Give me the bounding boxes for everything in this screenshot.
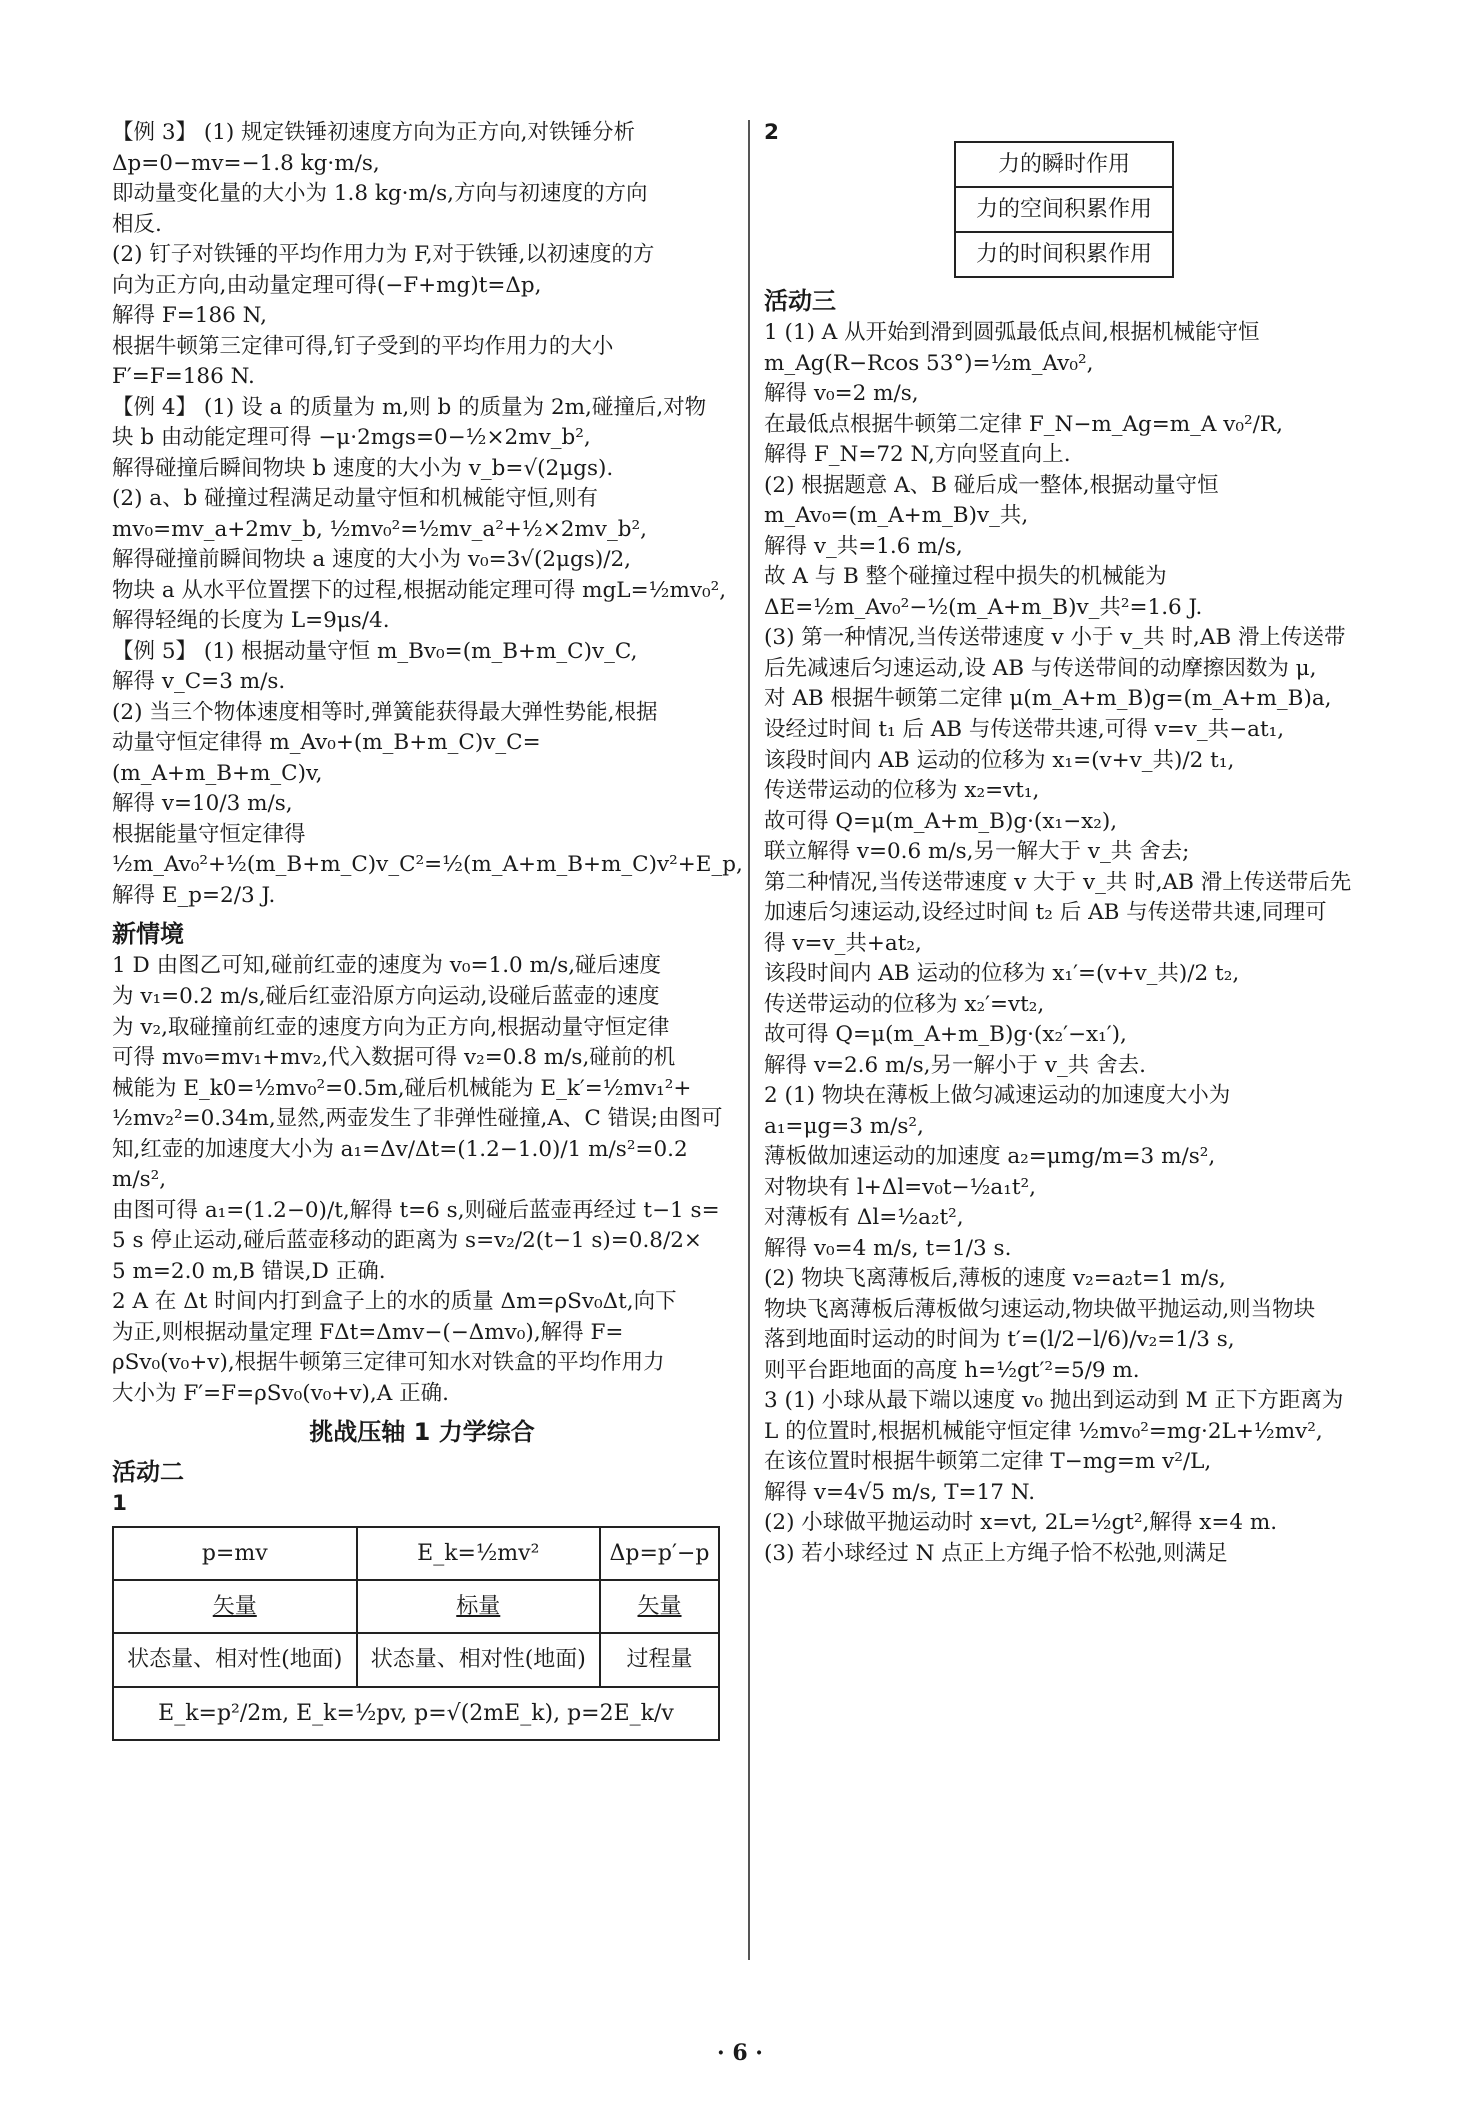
item-number: 2 xyxy=(764,120,779,145)
text-line: 为正,则根据动量定理 FΔt=Δmv−(−Δmv₀),解得 F= xyxy=(112,1319,624,1345)
text-line: 解得 F_N=72 N,方向竖直向上. xyxy=(764,442,1071,468)
text-line: 块 b 由动能定理可得 −μ·2mgs=0−½×2mv_b², xyxy=(112,425,591,451)
text-line: 在该位置时根据牛顿第二定律 T−mg=m v²/L, xyxy=(764,1449,1212,1475)
item-number: 1 xyxy=(112,1491,127,1517)
page-number: · 6 · xyxy=(717,2040,763,2066)
table-cell: E_k=p²/2m, E_k=½pv, p=√(2mE_k), p=2E_k/v xyxy=(113,1687,719,1740)
text-line: 根据能量守恒定律得 xyxy=(112,821,306,847)
text-line: Δp=0−mv=−1.8 kg·m/s, xyxy=(112,150,380,176)
table-row xyxy=(113,1633,719,1686)
text-line: ½mv₂²=0.34m,显然,两壶发生了非弹性碰撞,A、C 错误;由图可 xyxy=(112,1106,723,1132)
table-cell: 状态量、相对性(地面) xyxy=(113,1633,357,1686)
text-line: a₁=μg=3 m/s², xyxy=(764,1113,924,1139)
momentum-table xyxy=(112,1526,720,1741)
text-line: 故 A 与 B 整个碰撞过程中损失的机械能为 xyxy=(764,564,1167,590)
text-line: 该段时间内 AB 运动的位移为 x₁=(v+v_共)/2 t₁, xyxy=(764,747,1235,773)
challenge-title: 挑战压轴 1 力学综合 xyxy=(309,1418,535,1447)
text-line: 解得 v=2.6 m/s,另一解小于 v_共 舍去. xyxy=(764,1052,1146,1078)
table-cell-text: 标量 xyxy=(456,1594,501,1620)
text-line: 薄板做加速运动的加速度 a₂=μmg/m=3 m/s², xyxy=(764,1144,1216,1170)
text-line: 解得 v_C=3 m/s. xyxy=(112,669,286,695)
text-line: 1 (1) A 从开始到滑到圆弧最低点间,根据机械能守恒 xyxy=(764,320,1260,346)
text-line: m_Av₀=(m_A+m_B)v_共, xyxy=(764,503,1029,529)
text-line: (2) 小球做平抛运动时 x=vt, 2L=½gt²,解得 x=4 m. xyxy=(764,1510,1278,1536)
text-line: 物块飞离薄板后薄板做匀速运动,物块做平抛运动,则当物块 xyxy=(764,1296,1316,1322)
text-line: ΔE=½m_Av₀²−½(m_A+m_B)v_共²=1.6 J. xyxy=(764,594,1203,620)
text-line: (2) 当三个物体速度相等时,弹簧能获得最大弹性势能,根据 xyxy=(112,699,658,725)
text-line: 落到地面时运动的时间为 t′=(l/2−l/6)/v₂=1/3 s, xyxy=(764,1327,1235,1353)
table-cell-text: 矢量 xyxy=(212,1594,257,1620)
text-line: 解得 v₀=2 m/s, xyxy=(764,381,919,407)
text-line: 在最低点根据牛顿第二定律 F_N−m_Ag=m_A v₀²/R, xyxy=(764,411,1283,437)
text-line: (3) 若小球经过 N 点正上方绳子恰不松弛,则满足 xyxy=(764,1540,1228,1566)
text-line: 设经过时间 t₁ 后 AB 与传送带共速,可得 v=v_共−at₁, xyxy=(764,717,1285,742)
text-line: 加速后匀速运动,设经过时间 t₂ 后 AB 与传送带共速,同理可 xyxy=(764,900,1327,926)
text-line: 解得 v=4√5 m/s, T=17 N. xyxy=(764,1479,1036,1505)
left-column xyxy=(112,118,743,1741)
text-line: (2) a、b 碰撞过程满足动量守恒和机械能守恒,则有 xyxy=(112,486,599,512)
table-cell xyxy=(357,1580,601,1633)
text-line: 即动量变化量的大小为 1.8 kg·m/s,方向与初速度的方向 xyxy=(112,181,648,207)
text-line: 解得 v_共=1.6 m/s, xyxy=(764,533,963,559)
concept-box-cell: 力的时间积累作用 xyxy=(955,232,1173,277)
text-line: (3) 第一种情况,当传送带速度 v 小于 v_共 时,AB 滑上传送带 xyxy=(764,625,1346,651)
text-line: 故可得 Q=μ(m_A+m_B)g·(x₁−x₂), xyxy=(764,808,1118,834)
text-line: 为 v₁=0.2 m/s,碰后红壶沿原方向运动,设碰后蓝壶的速度 xyxy=(112,984,660,1009)
text-line: 2 A 在 Δt 时间内打到盒子上的水的质量 Δm=ρSv₀Δt,向下 xyxy=(112,1289,677,1315)
text-line: 物块 a 从水平位置摆下的过程,根据动能定理可得 mgL=½mv₀², xyxy=(112,577,727,603)
text-line: 解得碰撞后瞬间物块 b 速度的大小为 v_b=√(2μgs). xyxy=(112,455,614,481)
text-line: L 的位置时,根据机械能守恒定律 ½mv₀²=mg·2L+½mv², xyxy=(764,1418,1323,1444)
table-cell: 状态量、相对性(地面) xyxy=(357,1633,601,1686)
text-line: m_Ag(R−Rcos 53°)=½m_Av₀², xyxy=(764,350,1094,376)
text-line: 联立解得 v=0.6 m/s,另一解大于 v_共 舍去; xyxy=(764,839,1190,865)
concept-box-cell: 力的瞬时作用 xyxy=(955,142,1173,187)
text-line: 该段时间内 AB 运动的位移为 x₁′=(v+v_共)/2 t₂, xyxy=(764,961,1240,987)
text-line: 动量守恒定律得 m_Av₀+(m_B+m_C)v_C=(m_A+m_B+m_C)v, xyxy=(112,730,541,786)
table-row xyxy=(113,1527,719,1580)
text-line: 1 D 由图乙可知,碰前红壶的速度为 v₀=1.0 m/s,碰后速度 xyxy=(112,953,662,979)
concept-box xyxy=(954,141,1174,279)
text-line: 可得 mv₀=mv₁+mv₂,代入数据可得 v₂=0.8 m/s,碰前的机 xyxy=(112,1045,676,1071)
text-line: 得 v=v_共+at₂, xyxy=(764,930,922,956)
table-cell: p=mv xyxy=(113,1527,357,1580)
text-line: 解得 E_p=2/3 J. xyxy=(112,882,276,908)
text-line: 解得碰撞前瞬间物块 a 速度的大小为 v₀=3√(2μgs)/2, xyxy=(112,547,631,573)
text-line: 2 (1) 物块在薄板上做匀减速运动的加速度大小为 xyxy=(764,1083,1231,1109)
text-line: 传送带运动的位移为 x₂=vt₁, xyxy=(764,778,1040,804)
text-line: 【例 3】 (1) 规定铁锤初速度方向为正方向,对铁锤分析 xyxy=(112,120,635,145)
table-row xyxy=(113,1580,719,1633)
text-line: 械能为 E_k0=½mv₀²=0.5m,碰后机械能为 E_k′=½mv₁²+ xyxy=(112,1075,692,1101)
table-cell: Δp=p′−p xyxy=(600,1527,719,1580)
section-title-activity3: 活动三 xyxy=(764,287,836,316)
text-line: 故可得 Q=μ(m_A+m_B)g·(x₂′−x₁′), xyxy=(764,1022,1127,1048)
text-line: 第二种情况,当传送带速度 v 大于 v_共 时,AB 滑上传送带后先 xyxy=(764,869,1352,895)
text-line: 对 AB 根据牛顿第二定律 μ(m_A+m_B)g=(m_A+m_B)a, xyxy=(764,686,1332,712)
text-line: 根据牛顿第三定律可得,钉子受到的平均作用力的大小 xyxy=(112,333,614,359)
text-line: 相反. xyxy=(112,211,162,237)
table-row xyxy=(113,1687,719,1740)
text-line: ρSv₀(v₀+v),根据牛顿第三定律可知水对铁盒的平均作用力 xyxy=(112,1350,665,1376)
text-line: 3 (1) 小球从最下端以速度 v₀ 抛出到运动到 M 正下方距离为 xyxy=(764,1388,1344,1414)
text-line: 知,红壶的加速度大小为 a₁=Δv/Δt=(1.2−1.0)/1 m/s²=0.2 m/s², xyxy=(112,1136,688,1193)
text-line: ½m_Av₀²+½(m_B+m_C)v_C²=½(m_A+m_B+m_C)v²+E_p, xyxy=(112,852,743,878)
column-divider xyxy=(748,120,750,1960)
text-line: 解得 F=186 N, xyxy=(112,303,267,329)
right-column xyxy=(764,118,1364,1569)
text-line: 后先减速后匀速运动,设 AB 与传送带间的动摩擦因数为 μ, xyxy=(764,655,1317,681)
concept-box-wrap xyxy=(954,141,1364,279)
table-cell: 过程量 xyxy=(600,1633,719,1686)
text-line: 大小为 F′=F=ρSv₀(v₀+v),A 正确. xyxy=(112,1380,449,1406)
text-line: 【例 4】 (1) 设 a 的质量为 m,则 b 的质量为 2m,碰撞后,对物 xyxy=(112,394,707,420)
text-line: (2) 根据题意 A、B 碰后成一整体,根据动量守恒 xyxy=(764,472,1219,498)
text-line: 传送带运动的位移为 x₂′=vt₂, xyxy=(764,991,1045,1017)
text-line: 则平台距地面的高度 h=½gt′²=5/9 m. xyxy=(764,1357,1140,1383)
text-line: F′=F=186 N. xyxy=(112,364,255,390)
text-line: (2) 物块飞离薄板后,薄板的速度 v₂=a₂t=1 m/s, xyxy=(764,1266,1226,1292)
text-line: 解得 v₀=4 m/s, t=1/3 s. xyxy=(764,1235,1012,1261)
text-line: 向为正方向,由动量定理可得(−F+mg)t=Δp, xyxy=(112,272,542,298)
table-cell-text: 矢量 xyxy=(637,1594,682,1620)
text-line: 5 s 停止运动,碰后蓝壶移动的距离为 s=v₂/2(t−1 s)=0.8/2× xyxy=(112,1228,702,1254)
text-line: 解得轻绳的长度为 L=9μs/4. xyxy=(112,608,390,634)
table-cell: E_k=½mv² xyxy=(357,1527,601,1580)
text-line: 由图可得 a₁=(1.2−0)/t,解得 t=6 s,则碰后蓝壶再经过 t−1 s= xyxy=(112,1197,720,1223)
text-line: 解得 v=10/3 m/s, xyxy=(112,791,293,817)
text-line: 5 m=2.0 m,B 错误,D 正确. xyxy=(112,1258,386,1284)
text-line: 对薄板有 Δl=½a₂t², xyxy=(764,1205,964,1231)
section-title-xinqingjing: 新情境 xyxy=(112,920,184,949)
text-line: 【例 5】 (1) 根据动量守恒 m_Bv₀=(m_B+m_C)v_C, xyxy=(112,638,638,664)
text-line: 对物块有 l+Δl=v₀t−½a₁t², xyxy=(764,1174,1036,1200)
text-line: 为 v₂,取碰撞前红壶的速度方向为正方向,根据动量守恒定律 xyxy=(112,1014,670,1040)
section-title-activity2: 活动二 xyxy=(112,1458,184,1487)
table-cell xyxy=(600,1580,719,1633)
concept-box-cell: 力的空间积累作用 xyxy=(955,187,1173,232)
text-line: mv₀=mv_a+2mv_b, ½mv₀²=½mv_a²+½×2mv_b², xyxy=(112,516,647,542)
table-cell xyxy=(113,1580,357,1633)
text-line: (2) 钉子对铁锤的平均作用力为 F,对于铁锤,以初速度的方 xyxy=(112,242,655,268)
